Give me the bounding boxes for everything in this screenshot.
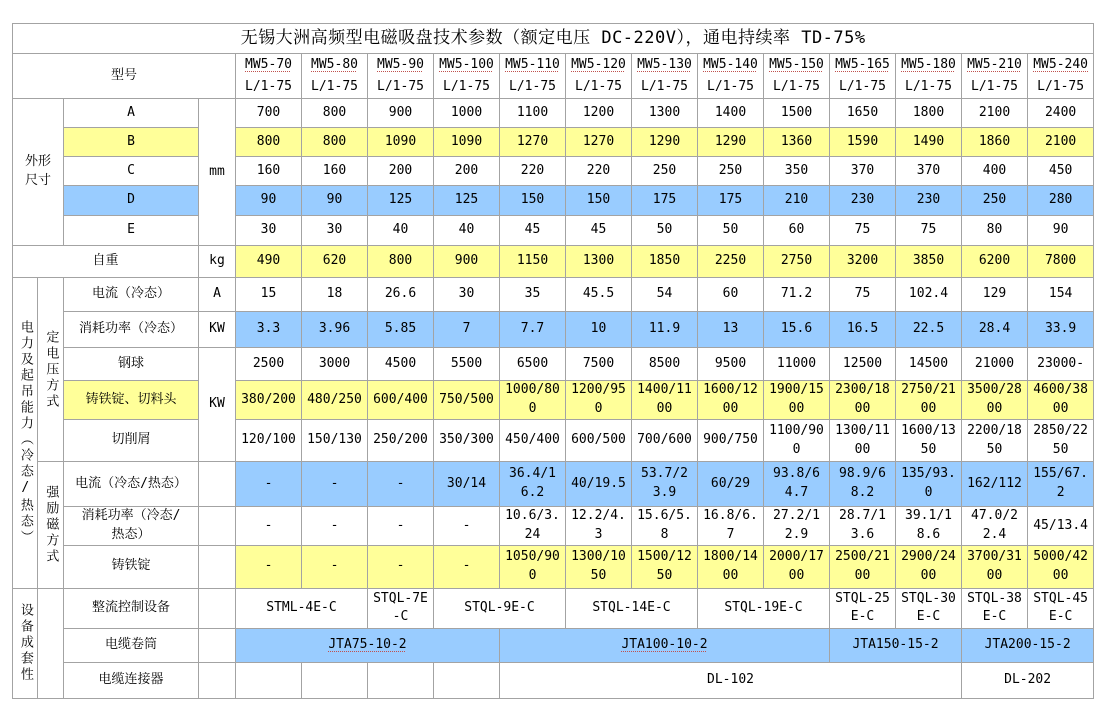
value-cell: 1500 bbox=[764, 99, 830, 128]
value-cell: 3.96 bbox=[302, 312, 368, 348]
value-cell: 380/200 bbox=[236, 381, 302, 420]
row-dim-d bbox=[13, 186, 1094, 216]
value-cell: 160 bbox=[236, 157, 302, 186]
value-cell: 135/93.0 bbox=[896, 462, 962, 507]
value-cell: 350 bbox=[764, 157, 830, 186]
value-cell: - bbox=[368, 545, 434, 588]
value-cell: 2500 bbox=[236, 348, 302, 381]
row-current-cold-hot bbox=[13, 462, 1094, 507]
row-dim-e bbox=[13, 216, 1094, 246]
model-header-mw5-70: MW5-70 L/1-75 bbox=[236, 54, 302, 99]
model-header-mw5-150: MW5-150 L/1-75 bbox=[764, 54, 830, 99]
value-cell: 54 bbox=[632, 278, 698, 312]
value-cell: 1300 bbox=[632, 99, 698, 128]
value-cell: 2300/1800 bbox=[830, 381, 896, 420]
value-cell: 200 bbox=[368, 157, 434, 186]
value-cell: 250 bbox=[962, 186, 1028, 216]
value-cell: 16.8/6.7 bbox=[698, 507, 764, 546]
value-cell: 800 bbox=[302, 99, 368, 128]
value-cell: 1050/900 bbox=[500, 545, 566, 588]
value-cell: 90 bbox=[236, 186, 302, 216]
row-label-iron-ingot: 铸铁锭 bbox=[64, 545, 199, 588]
value-cell: 1400/1100 bbox=[632, 381, 698, 420]
value-cell: 162/112 bbox=[962, 462, 1028, 507]
row-dim-b bbox=[13, 128, 1094, 157]
value-cell: 60 bbox=[764, 216, 830, 246]
model-header-mw5-100: MW5-100 L/1-75 bbox=[434, 54, 500, 99]
value-cell: 7800 bbox=[1028, 246, 1094, 278]
value-cell: 120/100 bbox=[236, 420, 302, 462]
value-cell: 620 bbox=[302, 246, 368, 278]
value-cell: 45.5 bbox=[566, 278, 632, 312]
value-cell: 14500 bbox=[896, 348, 962, 381]
value-cell: - bbox=[302, 545, 368, 588]
value-cell: 1270 bbox=[566, 128, 632, 157]
value-cell: 36.4/16.2 bbox=[500, 462, 566, 507]
value-cell: - bbox=[236, 462, 302, 507]
table-title: 无锡大洲高频型电磁吸盘技术参数（额定电压 DC-220V），通电持续率 TD-75% bbox=[13, 24, 1094, 54]
value-cell: 102.4 bbox=[896, 278, 962, 312]
value-cell: 3500/2800 bbox=[962, 381, 1028, 420]
value-cell: 71.2 bbox=[764, 278, 830, 312]
row-label-e: E bbox=[64, 216, 199, 246]
row-label-rectifier: 整流控制设备 bbox=[64, 588, 199, 628]
value-cell: 600/400 bbox=[368, 381, 434, 420]
value-cell: 1400 bbox=[698, 99, 764, 128]
value-cell: 39.1/18.6 bbox=[896, 507, 962, 546]
model-header-mw5-130: MW5-130 L/1-75 bbox=[632, 54, 698, 99]
value-cell: 1100/900 bbox=[764, 420, 830, 462]
value-cell: 1800 bbox=[896, 99, 962, 128]
value-cell: 1300 bbox=[566, 246, 632, 278]
value-cell: 30 bbox=[302, 216, 368, 246]
value-cell: 3200 bbox=[830, 246, 896, 278]
value-cell: 400 bbox=[962, 157, 1028, 186]
unit-blank bbox=[199, 662, 236, 698]
value-cell: 6500 bbox=[500, 348, 566, 381]
value-cell: 11000 bbox=[764, 348, 830, 381]
value-cell: - bbox=[434, 507, 500, 546]
model-header-mw5-165: MW5-165 L/1-75 bbox=[830, 54, 896, 99]
value-cell: 15.6 bbox=[764, 312, 830, 348]
value-cell: 600/500 bbox=[566, 420, 632, 462]
value-cell: 700/600 bbox=[632, 420, 698, 462]
row-label-model: 型号 bbox=[13, 54, 236, 99]
group-strong-excitation: 强励磁方式 bbox=[38, 462, 64, 589]
value-cell: 350/300 bbox=[434, 420, 500, 462]
value-cell: 7 bbox=[434, 312, 500, 348]
value-cell: 28.4 bbox=[962, 312, 1028, 348]
row-label-weight: 自重 bbox=[13, 246, 199, 278]
cable-reel-model: JTA150-15-2 bbox=[830, 628, 962, 662]
value-cell: 10.6/3.24 bbox=[500, 507, 566, 546]
value-cell bbox=[368, 662, 434, 698]
value-cell: 30 bbox=[236, 216, 302, 246]
spacer-cell bbox=[38, 588, 64, 698]
value-cell bbox=[434, 662, 500, 698]
value-cell: 800 bbox=[302, 128, 368, 157]
group-constant-voltage: 定电压方式 bbox=[38, 278, 64, 462]
value-cell: 1290 bbox=[632, 128, 698, 157]
value-cell: 33.9 bbox=[1028, 312, 1094, 348]
value-cell: 280 bbox=[1028, 186, 1094, 216]
model-header-mw5-120: MW5-120 L/1-75 bbox=[566, 54, 632, 99]
value-cell: 5000/4200 bbox=[1028, 545, 1094, 588]
value-cell: 15 bbox=[236, 278, 302, 312]
row-label-c: C bbox=[64, 157, 199, 186]
value-cell: 13 bbox=[698, 312, 764, 348]
value-cell: 75 bbox=[896, 216, 962, 246]
row-label-b: B bbox=[64, 128, 199, 157]
rectifier-model: STQL-25E-C bbox=[830, 588, 896, 628]
model-header-mw5-80: MW5-80 L/1-75 bbox=[302, 54, 368, 99]
value-cell: 18 bbox=[302, 278, 368, 312]
value-cell: 30/14 bbox=[434, 462, 500, 507]
model-header-row bbox=[13, 54, 1094, 99]
value-cell: 2200/1850 bbox=[962, 420, 1028, 462]
rectifier-model: STQL-9E-C bbox=[434, 588, 566, 628]
unit-blank bbox=[199, 588, 236, 628]
value-cell: 125 bbox=[368, 186, 434, 216]
value-cell: 250 bbox=[698, 157, 764, 186]
value-cell: 3000 bbox=[302, 348, 368, 381]
row-cable-connector bbox=[13, 662, 1094, 698]
row-iron-ingot bbox=[13, 545, 1094, 588]
value-cell: 150/130 bbox=[302, 420, 368, 462]
row-label-current-cold: 电流（冷态） bbox=[64, 278, 199, 312]
value-cell: - bbox=[236, 545, 302, 588]
row-power-cold-hot bbox=[13, 507, 1094, 546]
value-cell: 15.6/5.8 bbox=[632, 507, 698, 546]
value-cell bbox=[236, 662, 302, 698]
unit-kw-lifting: KW bbox=[199, 348, 236, 462]
value-cell: 2900/2400 bbox=[896, 545, 962, 588]
value-cell: 700 bbox=[236, 99, 302, 128]
value-cell: 1000/800 bbox=[500, 381, 566, 420]
row-cutting-chips bbox=[13, 420, 1094, 462]
value-cell: 175 bbox=[632, 186, 698, 216]
value-cell: 2100 bbox=[962, 99, 1028, 128]
value-cell: 1590 bbox=[830, 128, 896, 157]
rectifier-model: STQL-45E-C bbox=[1028, 588, 1094, 628]
model-header-mw5-90: MW5-90 L/1-75 bbox=[368, 54, 434, 99]
value-cell: 26.6 bbox=[368, 278, 434, 312]
value-cell: 800 bbox=[368, 246, 434, 278]
row-label-power-cold: 消耗功率（冷态） bbox=[64, 312, 199, 348]
value-cell: 1100 bbox=[500, 99, 566, 128]
value-cell: 450/400 bbox=[500, 420, 566, 462]
value-cell bbox=[302, 662, 368, 698]
value-cell: 23000- bbox=[1028, 348, 1094, 381]
value-cell: 21000 bbox=[962, 348, 1028, 381]
value-cell: 1300/1100 bbox=[830, 420, 896, 462]
value-cell: 8500 bbox=[632, 348, 698, 381]
value-cell: - bbox=[434, 545, 500, 588]
value-cell: 250/200 bbox=[368, 420, 434, 462]
value-cell: - bbox=[302, 462, 368, 507]
rectifier-model: STQL-30E-C bbox=[896, 588, 962, 628]
value-cell: 5500 bbox=[434, 348, 500, 381]
value-cell: 220 bbox=[566, 157, 632, 186]
value-cell: 150 bbox=[566, 186, 632, 216]
value-cell: 175 bbox=[698, 186, 764, 216]
value-cell: 150 bbox=[500, 186, 566, 216]
value-cell: 40/19.5 bbox=[566, 462, 632, 507]
row-power-cold bbox=[13, 312, 1094, 348]
value-cell: 160 bbox=[302, 157, 368, 186]
value-cell: 1850 bbox=[632, 246, 698, 278]
value-cell: 22.5 bbox=[896, 312, 962, 348]
unit-kw: KW bbox=[199, 312, 236, 348]
model-header-mw5-110: MW5-110 L/1-75 bbox=[500, 54, 566, 99]
row-label-steel-ball: 钢球 bbox=[64, 348, 199, 381]
value-cell: 125 bbox=[434, 186, 500, 216]
value-cell: 3850 bbox=[896, 246, 962, 278]
value-cell: 12500 bbox=[830, 348, 896, 381]
value-cell: 1200/950 bbox=[566, 381, 632, 420]
value-cell: 1360 bbox=[764, 128, 830, 157]
value-cell: 30 bbox=[434, 278, 500, 312]
value-cell: 370 bbox=[896, 157, 962, 186]
cable-connector-model: DL-202 bbox=[962, 662, 1094, 698]
row-weight bbox=[13, 246, 1094, 278]
row-iron-ingot-cut bbox=[13, 381, 1094, 420]
row-label-cable-reel: 电缆卷筒 bbox=[64, 628, 199, 662]
value-cell: 1800/1400 bbox=[698, 545, 764, 588]
value-cell: 370 bbox=[830, 157, 896, 186]
model-header-mw5-180: MW5-180 L/1-75 bbox=[896, 54, 962, 99]
unit-a: A bbox=[199, 278, 236, 312]
value-cell: 1290 bbox=[698, 128, 764, 157]
value-cell: 1650 bbox=[830, 99, 896, 128]
group-power-lifting: 电力及起吊能力（冷态/热态） bbox=[13, 278, 38, 589]
value-cell: 5.85 bbox=[368, 312, 434, 348]
value-cell: 16.5 bbox=[830, 312, 896, 348]
cable-reel-model: JTA100-10-2 bbox=[500, 628, 830, 662]
row-label-power-cold-hot: 消耗功率（冷态/热态） bbox=[64, 507, 199, 546]
row-rectifier bbox=[13, 588, 1094, 628]
unit-blank bbox=[199, 545, 236, 588]
value-cell: 230 bbox=[896, 186, 962, 216]
rectifier-model: STML-4E-C bbox=[236, 588, 368, 628]
unit-mm: mm bbox=[199, 99, 236, 246]
value-cell: 2250 bbox=[698, 246, 764, 278]
value-cell: 40 bbox=[368, 216, 434, 246]
value-cell: 155/67.2 bbox=[1028, 462, 1094, 507]
value-cell: 480/250 bbox=[302, 381, 368, 420]
value-cell: 230 bbox=[830, 186, 896, 216]
value-cell: 60/29 bbox=[698, 462, 764, 507]
value-cell: 75 bbox=[830, 216, 896, 246]
value-cell: 900 bbox=[434, 246, 500, 278]
cable-connector-model: DL-102 bbox=[500, 662, 962, 698]
value-cell: 2850/2250 bbox=[1028, 420, 1094, 462]
value-cell: 2750/2100 bbox=[896, 381, 962, 420]
value-cell: 900/750 bbox=[698, 420, 764, 462]
spec-table bbox=[12, 23, 1094, 699]
row-cable-reel bbox=[13, 628, 1094, 662]
value-cell: 1090 bbox=[368, 128, 434, 157]
value-cell: 90 bbox=[1028, 216, 1094, 246]
group-equipment-set: 设备成套性 bbox=[13, 588, 38, 698]
value-cell: 1000 bbox=[434, 99, 500, 128]
value-cell: 6200 bbox=[962, 246, 1028, 278]
row-label-iron-ingot-cut: 铸铁锭、切料头 bbox=[64, 381, 199, 420]
value-cell: 80 bbox=[962, 216, 1028, 246]
model-header-mw5-240: MW5-240 L/1-75 bbox=[1028, 54, 1094, 99]
value-cell: 3.3 bbox=[236, 312, 302, 348]
rectifier-model: STQL-19E-C bbox=[698, 588, 830, 628]
group-dimensions: 外形 尺寸 bbox=[13, 99, 64, 246]
value-cell: 750/500 bbox=[434, 381, 500, 420]
value-cell: 28.7/13.6 bbox=[830, 507, 896, 546]
value-cell: 1860 bbox=[962, 128, 1028, 157]
unit-blank bbox=[199, 462, 236, 507]
value-cell: 900 bbox=[368, 99, 434, 128]
rectifier-model: STQL-14E-C bbox=[566, 588, 698, 628]
row-label-cable-connector: 电缆连接器 bbox=[64, 662, 199, 698]
value-cell: 2500/2100 bbox=[830, 545, 896, 588]
value-cell: 45 bbox=[500, 216, 566, 246]
rectifier-model: STQL-7E-C bbox=[368, 588, 434, 628]
rectifier-model: STQL-38E-C bbox=[962, 588, 1028, 628]
value-cell: 2400 bbox=[1028, 99, 1094, 128]
value-cell: 27.2/12.9 bbox=[764, 507, 830, 546]
value-cell: 45/13.4 bbox=[1028, 507, 1094, 546]
value-cell: 9500 bbox=[698, 348, 764, 381]
value-cell: 50 bbox=[632, 216, 698, 246]
cable-reel-model: JTA200-15-2 bbox=[962, 628, 1094, 662]
value-cell: 210 bbox=[764, 186, 830, 216]
value-cell: - bbox=[368, 507, 434, 546]
value-cell: 2750 bbox=[764, 246, 830, 278]
value-cell: 800 bbox=[236, 128, 302, 157]
value-cell: 1200 bbox=[566, 99, 632, 128]
value-cell: 11.9 bbox=[632, 312, 698, 348]
value-cell: 1270 bbox=[500, 128, 566, 157]
unit-blank bbox=[199, 507, 236, 546]
model-header-mw5-140: MW5-140 L/1-75 bbox=[698, 54, 764, 99]
value-cell: 2100 bbox=[1028, 128, 1094, 157]
value-cell: 2000/1700 bbox=[764, 545, 830, 588]
row-label-a: A bbox=[64, 99, 199, 128]
value-cell: 129 bbox=[962, 278, 1028, 312]
value-cell: 1600/1200 bbox=[698, 381, 764, 420]
value-cell: 1490 bbox=[896, 128, 962, 157]
value-cell: 1150 bbox=[500, 246, 566, 278]
value-cell: 53.7/23.9 bbox=[632, 462, 698, 507]
value-cell: 12.2/4.3 bbox=[566, 507, 632, 546]
title-row bbox=[13, 24, 1094, 54]
value-cell: 490 bbox=[236, 246, 302, 278]
value-cell: 47.0/22.4 bbox=[962, 507, 1028, 546]
unit-blank bbox=[199, 628, 236, 662]
value-cell: 7.7 bbox=[500, 312, 566, 348]
row-dim-a bbox=[13, 99, 1094, 128]
value-cell: - bbox=[368, 462, 434, 507]
value-cell: 90 bbox=[302, 186, 368, 216]
value-cell: 1300/1050 bbox=[566, 545, 632, 588]
value-cell: 3700/3100 bbox=[962, 545, 1028, 588]
value-cell: 1090 bbox=[434, 128, 500, 157]
value-cell: - bbox=[236, 507, 302, 546]
value-cell: 4600/3800 bbox=[1028, 381, 1094, 420]
value-cell: 93.8/64.7 bbox=[764, 462, 830, 507]
value-cell: 200 bbox=[434, 157, 500, 186]
value-cell: 75 bbox=[830, 278, 896, 312]
value-cell: 154 bbox=[1028, 278, 1094, 312]
value-cell: 10 bbox=[566, 312, 632, 348]
model-header-mw5-210: MW5-210 L/1-75 bbox=[962, 54, 1028, 99]
row-steel-ball bbox=[13, 348, 1094, 381]
row-label-cutting-chips: 切削屑 bbox=[64, 420, 199, 462]
row-current-cold bbox=[13, 278, 1094, 312]
value-cell: 1600/1350 bbox=[896, 420, 962, 462]
cable-reel-model: JTA75-10-2 bbox=[236, 628, 500, 662]
value-cell: 40 bbox=[434, 216, 500, 246]
value-cell: 250 bbox=[632, 157, 698, 186]
value-cell: 7500 bbox=[566, 348, 632, 381]
value-cell: 1900/1500 bbox=[764, 381, 830, 420]
unit-kg: kg bbox=[199, 246, 236, 278]
row-dim-c bbox=[13, 157, 1094, 186]
spec-table-body bbox=[13, 24, 1094, 699]
value-cell: 50 bbox=[698, 216, 764, 246]
value-cell: 60 bbox=[698, 278, 764, 312]
row-label-d: D bbox=[64, 186, 199, 216]
value-cell: 45 bbox=[566, 216, 632, 246]
row-label-current-cold-hot: 电流（冷态/热态） bbox=[64, 462, 199, 507]
value-cell: 450 bbox=[1028, 157, 1094, 186]
value-cell: 35 bbox=[500, 278, 566, 312]
value-cell: 220 bbox=[500, 157, 566, 186]
value-cell: 4500 bbox=[368, 348, 434, 381]
value-cell: 98.9/68.2 bbox=[830, 462, 896, 507]
value-cell: 1500/1250 bbox=[632, 545, 698, 588]
value-cell: - bbox=[302, 507, 368, 546]
